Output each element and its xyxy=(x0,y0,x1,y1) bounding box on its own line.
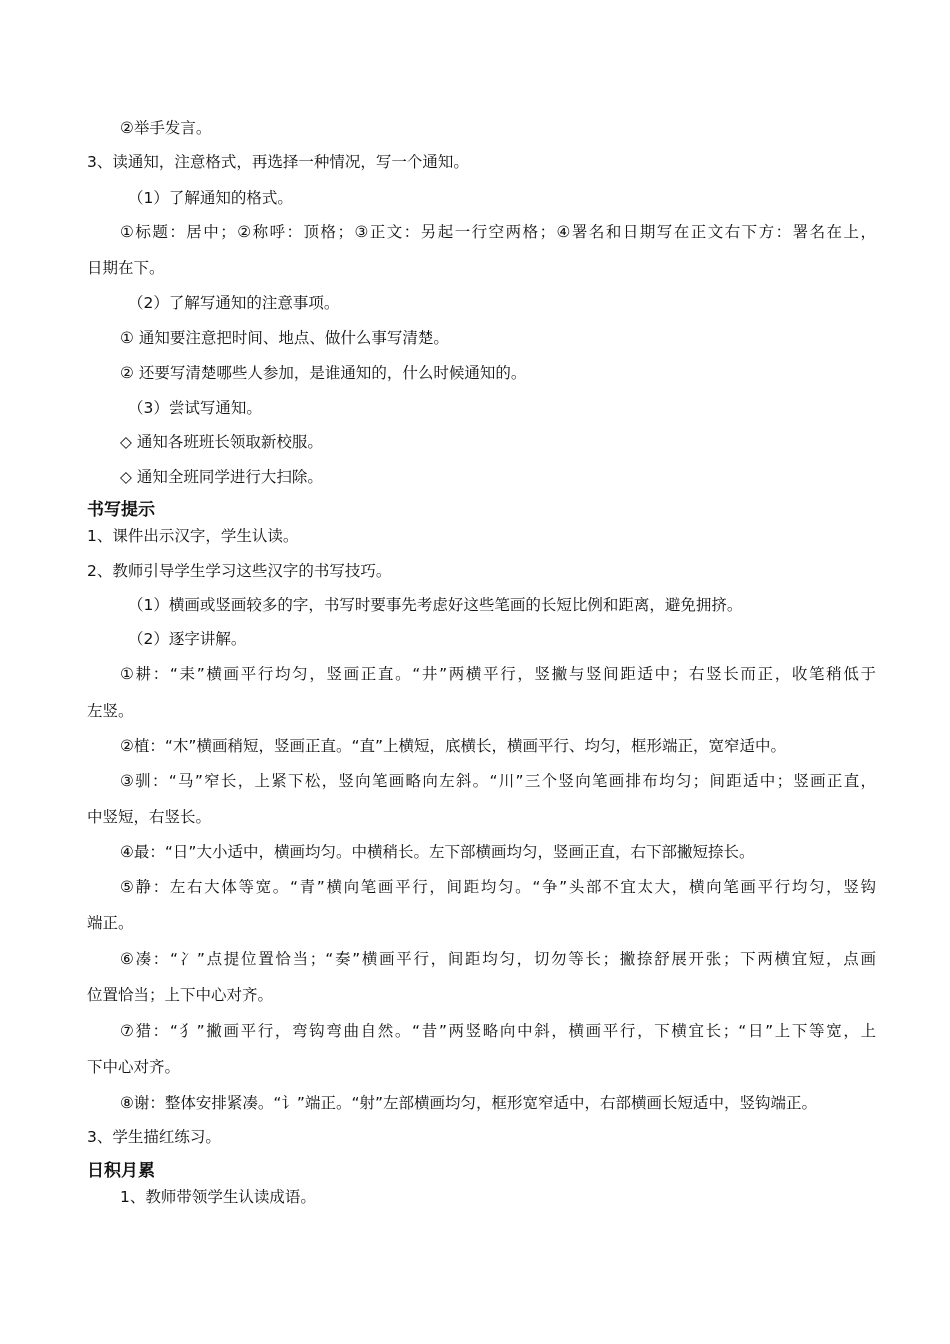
text-line: ⑤静：左右大体等宽。“青”横向笔画平行，间距均匀。“争”头部不宜太大，横向笔画平行均匀，竖钩 xyxy=(120,878,876,896)
text-line: 下中心对齐。 xyxy=(87,1058,181,1076)
text-line: ⑥凑：“冫”点提位置恰当；“奏”横画平行，间距均匀，切勿等长；撇捺舒展开张；下两横宜短，点画 xyxy=(120,950,876,968)
text-line: ②举手发言。 xyxy=(120,119,212,137)
text-line: ⑦猎：“犭”撇画平行，弯钩弯曲自然。“昔”两竖略向中斜，横画平行，下横宜长；“日”上下等宽，上 xyxy=(120,1022,876,1040)
text-line: （1）了解通知的格式。 xyxy=(128,189,293,207)
text-line: 3、学生描红练习。 xyxy=(87,1128,221,1146)
text-line: 2、教师引导学生学习这些汉字的书写技巧。 xyxy=(87,562,392,580)
text-line: ◇ 通知全班同学进行大扫除。 xyxy=(120,468,323,486)
text-line: （3）尝试写通知。 xyxy=(128,399,262,417)
text-line: 日期在下。 xyxy=(87,259,165,277)
text-line: ①耕：“耒”横画平行均匀，竖画正直。“井”两横平行，竖撇与竖间距适中；右竖长而正，收笔稍低于 xyxy=(120,665,876,683)
section-heading: 日积月累 xyxy=(87,1161,155,1181)
text-line: 3、读通知，注意格式，再选择一种情况，写一个通知。 xyxy=(87,153,469,171)
text-line: ② 还要写清楚哪些人参加，是谁通知的，什么时候通知的。 xyxy=(120,364,527,382)
section-heading: 书写提示 xyxy=(87,500,155,520)
text-line: 位置恰当；上下中心对齐。 xyxy=(87,986,274,1004)
text-line: （2）逐字讲解。 xyxy=(128,630,247,648)
text-line: （1）横画或竖画较多的字，书写时要事先考虑好这些笔画的长短比例和距离，避免拥挤。 xyxy=(128,596,743,614)
text-line: 1、教师带领学生认读成语。 xyxy=(120,1188,316,1206)
text-line: 中竖短，右竖长。 xyxy=(87,808,212,826)
text-line: 左竖。 xyxy=(87,702,134,720)
text-line: ②植：“木”横画稍短，竖画正直。“直”上横短，底横长，横画平行、均匀，框形端正，宽窄适中。 xyxy=(120,737,787,755)
text-line: （2）了解写通知的注意事项。 xyxy=(128,294,340,312)
text-line: ◇ 通知各班班长领取新校服。 xyxy=(120,433,323,451)
text-line: ④最：“日”大小适中，横画均匀。中横稍长。左下部横画均匀，竖画正直，右下部撇短捺长。 xyxy=(120,843,755,861)
text-line: ① 通知要注意把时间、地点、做什么事写清楚。 xyxy=(120,329,449,347)
text-line: ③驯：“马”窄长，上紧下松，竖向笔画略向左斜。“川”三个竖向笔画排布均匀；间距适中；竖画正直， xyxy=(120,772,876,790)
text-line: ①标题：居中；②称呼：顶格；③正文：另起一行空两格；④署名和日期写在正文右下方：署名在上， xyxy=(120,223,876,241)
text-line: 端正。 xyxy=(87,914,134,932)
text-line: ⑧谢：整体安排紧凑。“讠”端正。“射”左部横画均匀，框形宽窄适中，右部横画长短适中，竖钩端正。 xyxy=(120,1094,818,1112)
text-line: 1、课件出示汉字，学生认读。 xyxy=(87,527,299,545)
